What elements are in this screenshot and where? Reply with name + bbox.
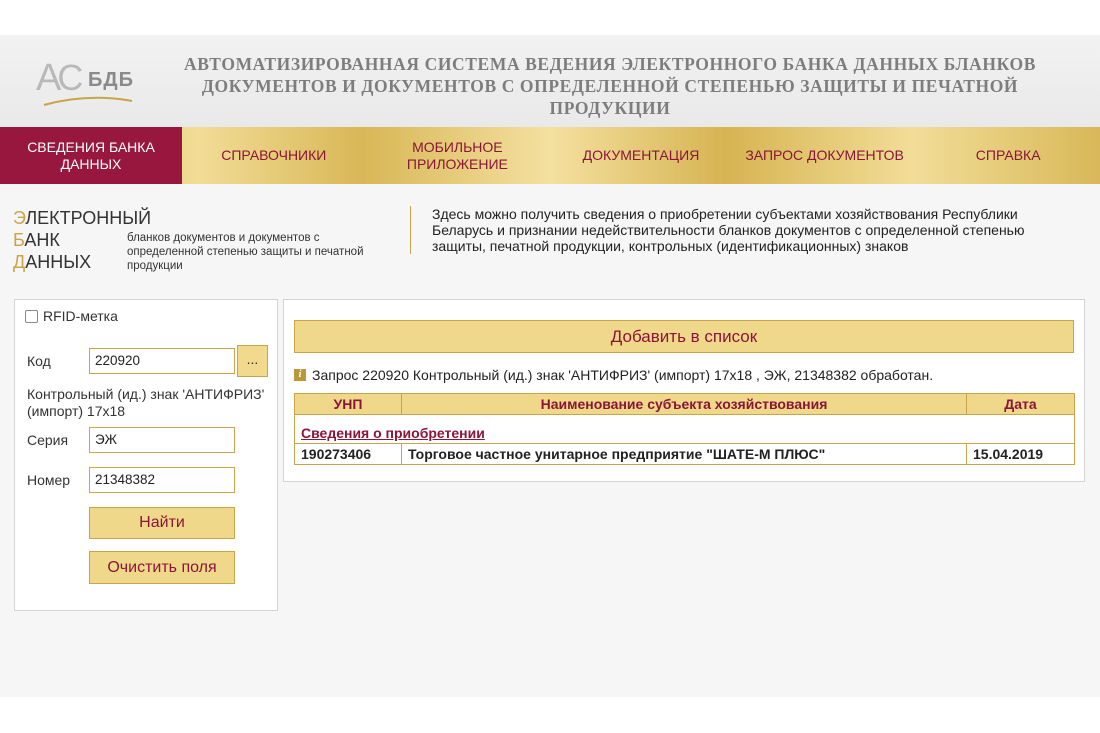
table-row	[295, 444, 1075, 465]
header	[0, 35, 1100, 127]
seria-input[interactable]: ЭЖ	[89, 427, 235, 453]
nav-label: ДАННЫХ	[60, 155, 122, 172]
nav-item-document-request[interactable]	[733, 127, 917, 184]
rfid-checkbox[interactable]	[25, 310, 38, 323]
nav-label: СВЕДЕНИЯ БАНКА	[27, 138, 155, 155]
nav-item-mobile-app[interactable]	[366, 127, 550, 184]
cell-unp: 190273406	[295, 444, 402, 465]
kod-lookup-button[interactable]: ...	[237, 345, 268, 377]
col-name: Наименование субъекта хозяйствования	[402, 394, 967, 415]
kod-input[interactable]: 220920	[89, 348, 235, 374]
header-title-line1: АВТОМАТИЗИРОВАННАЯ СИСТЕМА ВЕДЕНИЯ ЭЛЕКТРОННОГО БАНКА ДАННЫХ БЛАНКОВ	[184, 54, 1036, 74]
rfid-checkbox-row[interactable]	[25, 308, 118, 324]
kod-label: Код	[27, 353, 51, 369]
control-sign-note: Контрольный (ид.) знак 'АНТИФРИЗ' (импорт) 17x18	[27, 386, 265, 419]
intro-word: АННЫХ	[25, 252, 92, 272]
intro-letter: Б	[13, 230, 25, 250]
nav-item-databank[interactable]	[0, 127, 182, 184]
results-panel	[283, 299, 1085, 482]
nav-label: СПРАВКА	[975, 147, 1041, 163]
col-date: Дата	[967, 394, 1075, 415]
nav-item-help[interactable]	[916, 127, 1100, 184]
find-button[interactable]: Найти	[89, 507, 235, 539]
search-panel	[14, 299, 278, 611]
nav-item-documentation[interactable]	[549, 127, 733, 184]
results-table	[294, 393, 1075, 465]
intro-letter: Д	[13, 252, 26, 272]
nav-label: СПРАВОЧНИКИ	[221, 147, 327, 163]
logo[interactable]	[34, 53, 134, 111]
section-title[interactable]: Сведения о приобретении	[295, 415, 1075, 444]
status-text: Запрос 220920 Контрольный (ид.) знак 'АНТИФРИЗ' (импорт) 17x18 , ЭЖ, 21348382 обработан.	[312, 367, 934, 383]
seria-label: Серия	[27, 432, 69, 448]
logo-bdb-mark: БДБ	[88, 69, 134, 91]
page	[0, 35, 1100, 697]
header-title	[160, 53, 1060, 119]
add-to-list-button[interactable]: Добавить в список	[294, 320, 1074, 353]
header-title-line2: ДОКУМЕНТОВ И ДОКУМЕНТОВ С ОПРЕДЕЛЕННОЙ СТЕПЕНЬЮ ЗАЩИТЫ И ПЕЧАТНОЙ ПРОДУКЦИИ	[201, 76, 1019, 118]
nav-label: МОБИЛЬНОЕ	[412, 138, 503, 155]
main-nav	[0, 127, 1100, 184]
info-icon: i	[294, 369, 306, 381]
table-header-row	[295, 394, 1075, 415]
logo-as-mark: AC	[36, 57, 80, 99]
nav-label: ПРИЛОЖЕНИЕ	[406, 155, 508, 172]
intro-description: Здесь можно получить сведения о приобретении субъектами хозяйствования Республики Беларусь и признании недействительности бланков документов с определенной степенью защиты, печатной продукции, контрольных (идентификационных) знаков	[432, 206, 1025, 254]
status-message	[294, 367, 933, 383]
nav-item-directories[interactable]	[182, 127, 366, 184]
cell-name: Торговое частное унитарное предприятие "ШАТЕ-М ПЛЮС"	[402, 444, 967, 465]
nomer-label: Номер	[27, 472, 71, 488]
nomer-input[interactable]: 21348382	[89, 467, 235, 493]
nav-label: ДОКУМЕНТАЦИЯ	[582, 147, 700, 163]
section-row	[295, 415, 1075, 444]
intro-letter: Э	[13, 208, 26, 228]
intro-divider	[410, 206, 411, 254]
col-unp: УНП	[295, 394, 402, 415]
intro-word: АНК	[24, 230, 60, 250]
rfid-label: RFID-метка	[43, 308, 118, 324]
nav-label: ЗАПРОС ДОКУМЕНТОВ	[745, 147, 904, 163]
cell-date: 15.04.2019	[967, 444, 1075, 465]
intro-subtitle: бланков документов и документов с определенной степенью защиты и печатной продукции	[127, 232, 364, 272]
logo-swoosh	[42, 95, 134, 109]
intro-word: ЛЕКТРОННЫЙ	[25, 208, 152, 228]
clear-fields-button[interactable]: Очистить поля	[89, 551, 235, 584]
